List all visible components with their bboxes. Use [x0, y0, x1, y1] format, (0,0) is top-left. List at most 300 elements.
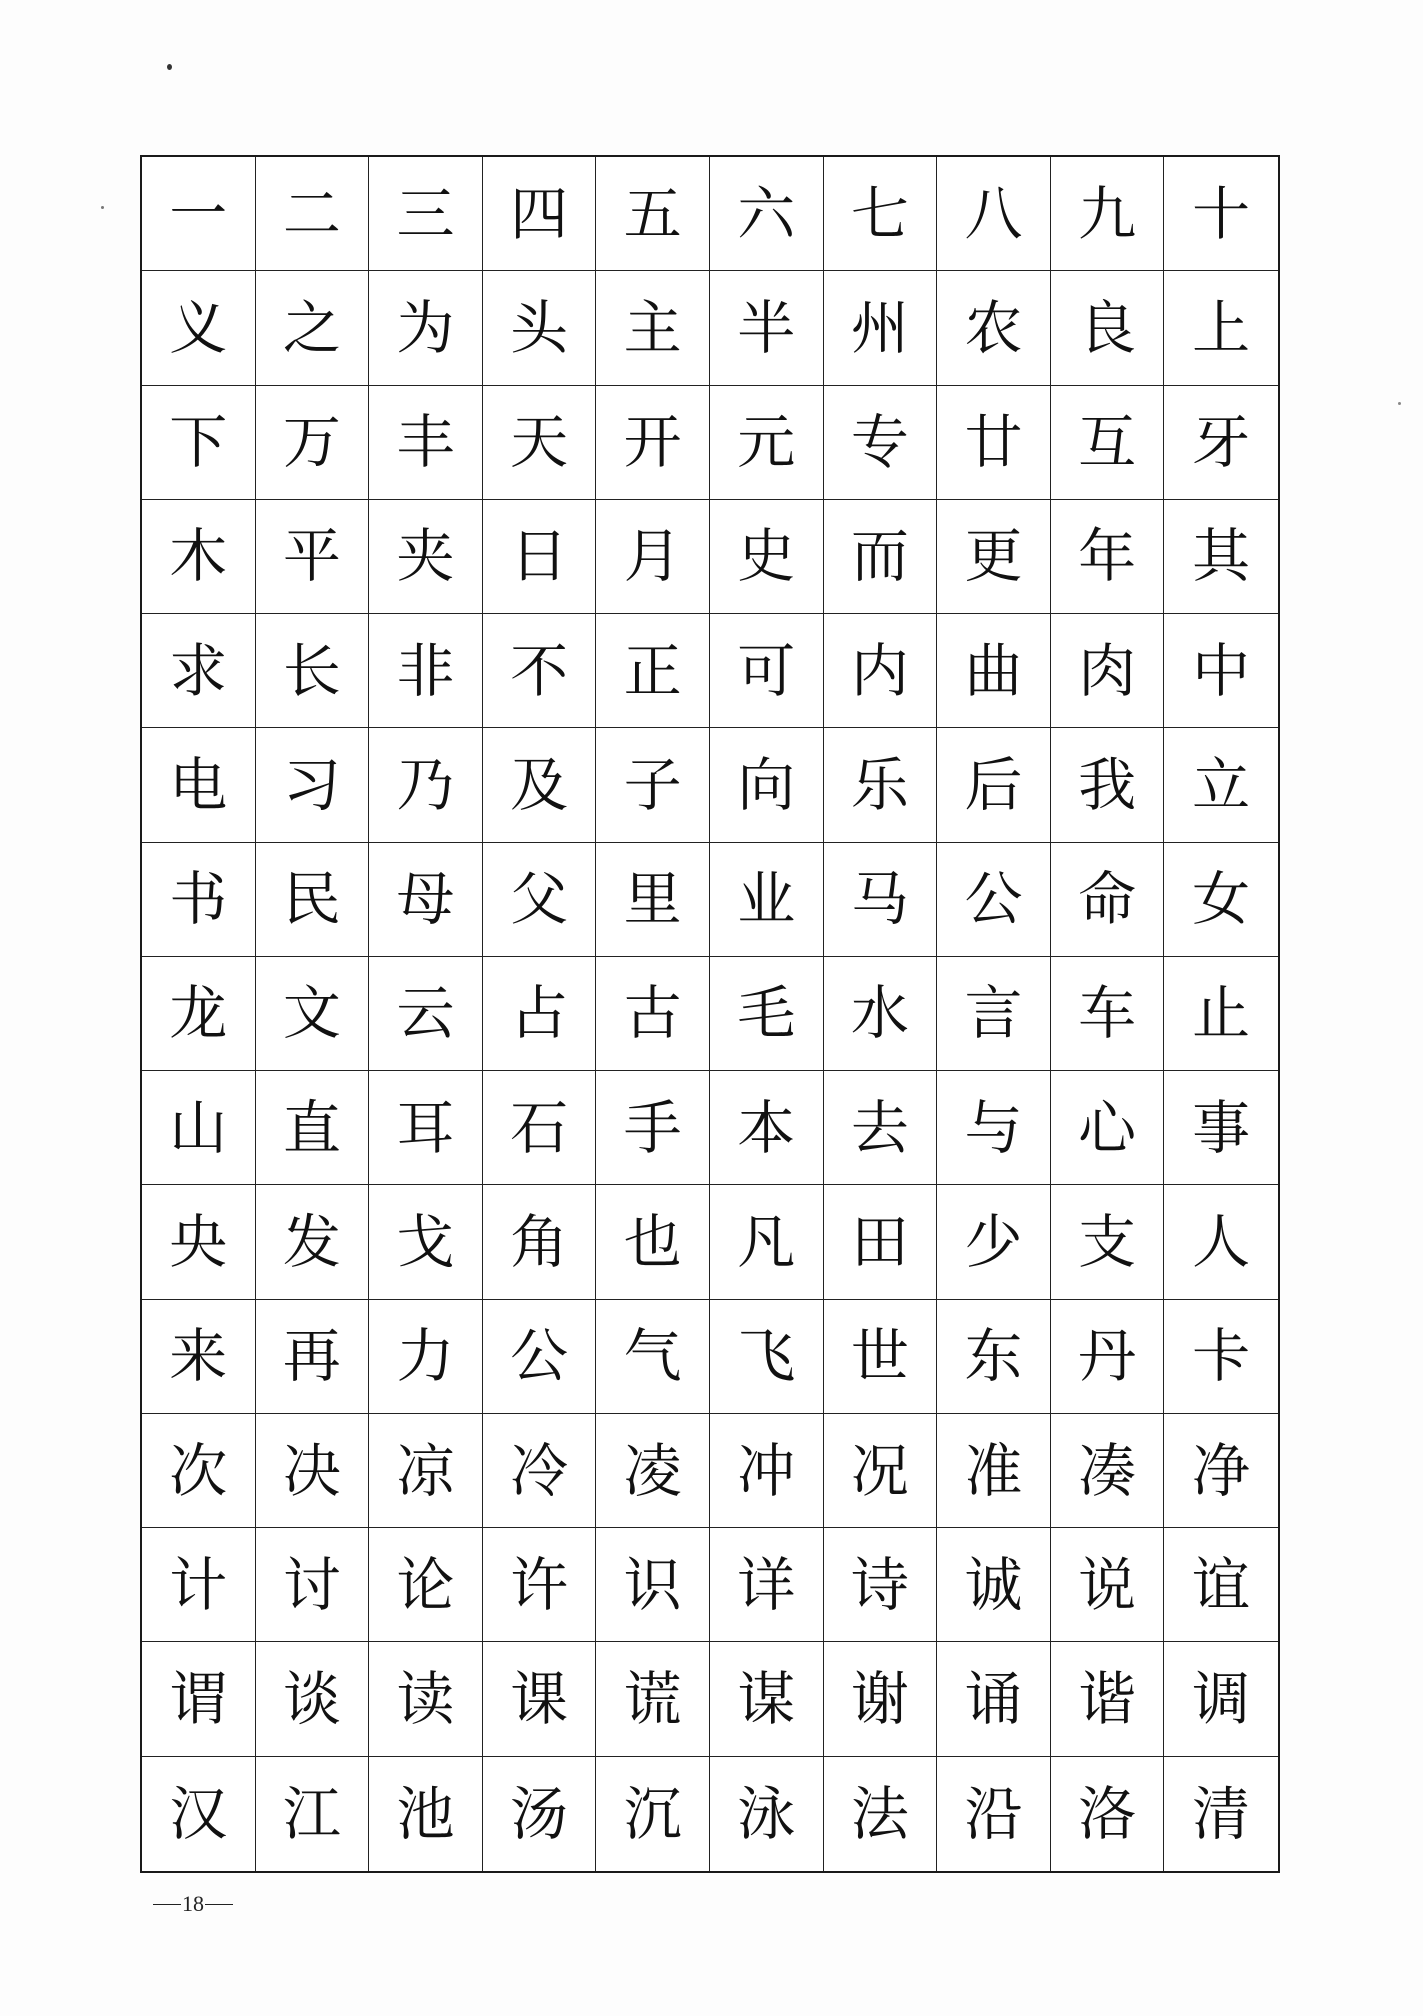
grid-cell: [1051, 1300, 1165, 1414]
character-glyph: 山: [169, 1093, 228, 1162]
grid-cell: [1051, 157, 1165, 271]
character-glyph: 牙: [1192, 408, 1251, 477]
scan-speck: [1398, 402, 1401, 405]
grid-cell: [369, 957, 483, 1071]
grid-cell: [1164, 728, 1278, 842]
character-glyph: 凑: [1078, 1436, 1137, 1505]
character-glyph: 古: [623, 979, 682, 1048]
character-glyph: 为: [396, 293, 455, 362]
character-glyph: 公: [510, 1322, 569, 1391]
character-glyph: 里: [623, 865, 682, 934]
grid-cell: [710, 728, 824, 842]
character-glyph: 上: [1192, 293, 1251, 362]
character-glyph: 日: [510, 522, 569, 591]
grid-cell: [369, 614, 483, 728]
grid-cell: [710, 1757, 824, 1871]
character-glyph: 力: [396, 1322, 455, 1391]
grid-cell: [710, 957, 824, 1071]
grid-cell: [483, 500, 597, 614]
character-glyph: 手: [623, 1093, 682, 1162]
character-glyph: 止: [1192, 979, 1251, 1048]
grid-cell: [142, 386, 256, 500]
character-glyph: 田: [850, 1208, 909, 1277]
grid-cell: [483, 271, 597, 385]
character-glyph: 谊: [1192, 1550, 1251, 1619]
grid-cell: [1164, 1642, 1278, 1756]
character-glyph: 公: [964, 865, 1023, 934]
grid-cell: [256, 843, 370, 957]
grid-cell: [596, 271, 710, 385]
grid-cell: [710, 500, 824, 614]
grid-cell: [937, 1071, 1051, 1185]
character-glyph: 读: [396, 1665, 455, 1734]
character-glyph: 沉: [623, 1779, 682, 1848]
character-glyph: 谓: [169, 1665, 228, 1734]
grid-cell: [596, 1757, 710, 1871]
grid-cell: [142, 1185, 256, 1299]
grid-cell: [937, 1642, 1051, 1756]
grid-cell: [710, 1414, 824, 1528]
grid-cell: [937, 1185, 1051, 1299]
grid-cell: [369, 1642, 483, 1756]
grid-cell: [1164, 271, 1278, 385]
character-glyph: 马: [850, 865, 909, 934]
character-glyph: 角: [510, 1208, 569, 1277]
grid-cell: [1164, 1185, 1278, 1299]
character-glyph: 汤: [510, 1779, 569, 1848]
character-glyph: 戈: [396, 1208, 455, 1277]
grid-cell: [369, 1185, 483, 1299]
grid-cell: [369, 1300, 483, 1414]
character-glyph: 气: [623, 1322, 682, 1391]
grid-cell: [1164, 1300, 1278, 1414]
grid-cell: [369, 1414, 483, 1528]
character-glyph: 泳: [737, 1779, 796, 1848]
grid-cell: [256, 1071, 370, 1185]
grid-cell: [937, 728, 1051, 842]
grid-cell: [710, 157, 824, 271]
grid-cell: [824, 1414, 938, 1528]
page-number-text: 18: [182, 1891, 204, 1916]
character-glyph: 史: [737, 522, 796, 591]
grid-cell: [483, 843, 597, 957]
scan-speck: [167, 64, 172, 70]
character-glyph: 专: [850, 408, 909, 477]
character-glyph: 诵: [964, 1665, 1023, 1734]
grid-cell: [596, 500, 710, 614]
character-glyph: 元: [737, 408, 796, 477]
grid-cell: [483, 157, 597, 271]
grid-cell: [256, 1414, 370, 1528]
character-grid: [140, 155, 1280, 1873]
character-glyph: 谋: [737, 1665, 796, 1734]
grid-cell: [596, 386, 710, 500]
character-glyph: 诗: [850, 1550, 909, 1619]
character-glyph: 水: [850, 979, 909, 1048]
character-glyph: 求: [169, 636, 228, 705]
character-glyph: 次: [169, 1436, 228, 1505]
character-glyph: 毛: [737, 979, 796, 1048]
grid-cell: [1051, 1185, 1165, 1299]
grid-cell: [142, 614, 256, 728]
scan-speck: [101, 206, 104, 209]
character-glyph: 年: [1078, 522, 1137, 591]
character-glyph: 决: [282, 1436, 341, 1505]
character-glyph: 洛: [1078, 1779, 1137, 1848]
grid-cell: [142, 1642, 256, 1756]
character-glyph: 及: [510, 750, 569, 819]
character-glyph: 之: [282, 293, 341, 362]
character-glyph: 不: [510, 636, 569, 705]
character-glyph: 而: [850, 522, 909, 591]
character-glyph: 乐: [850, 750, 909, 819]
grid-cell: [256, 1528, 370, 1642]
character-glyph: 电: [169, 750, 228, 819]
character-glyph: 立: [1192, 750, 1251, 819]
character-glyph: 少: [964, 1208, 1023, 1277]
grid-cell: [142, 500, 256, 614]
grid-cell: [256, 386, 370, 500]
character-glyph: 四: [510, 179, 569, 248]
character-glyph: 中: [1192, 636, 1251, 705]
grid-cell: [369, 157, 483, 271]
character-glyph: 谎: [623, 1665, 682, 1734]
grid-cell: [824, 1071, 938, 1185]
grid-cell: [1164, 614, 1278, 728]
grid-cell: [710, 1642, 824, 1756]
grid-cell: [1164, 1528, 1278, 1642]
grid-cell: [596, 1414, 710, 1528]
grid-cell: [937, 614, 1051, 728]
character-glyph: 东: [964, 1322, 1023, 1391]
grid-cell: [142, 1757, 256, 1871]
character-glyph: 人: [1192, 1208, 1251, 1277]
grid-cell: [824, 271, 938, 385]
character-glyph: 课: [510, 1665, 569, 1734]
grid-cell: [483, 614, 597, 728]
grid-cell: [1051, 1414, 1165, 1528]
grid-cell: [937, 957, 1051, 1071]
character-glyph: 调: [1192, 1665, 1251, 1734]
character-glyph: 论: [396, 1550, 455, 1619]
grid-cell: [596, 1528, 710, 1642]
character-glyph: 来: [169, 1322, 228, 1391]
character-glyph: 法: [850, 1779, 909, 1848]
character-glyph: 凉: [396, 1436, 455, 1505]
character-glyph: 冷: [510, 1436, 569, 1505]
grid-cell: [1164, 1414, 1278, 1528]
character-glyph: 书: [169, 865, 228, 934]
grid-cell: [824, 1642, 938, 1756]
grid-cell: [256, 157, 370, 271]
character-glyph: 夹: [396, 522, 455, 591]
grid-cell: [1164, 1071, 1278, 1185]
character-glyph: 三: [396, 179, 455, 248]
grid-cell: [142, 271, 256, 385]
grid-cell: [483, 1528, 597, 1642]
grid-cell: [256, 728, 370, 842]
character-glyph: 清: [1192, 1779, 1251, 1848]
character-glyph: 去: [850, 1093, 909, 1162]
character-glyph: 准: [964, 1436, 1023, 1505]
character-glyph: 子: [623, 750, 682, 819]
grid-cell: [710, 1528, 824, 1642]
grid-cell: [937, 157, 1051, 271]
character-glyph: 飞: [737, 1322, 796, 1391]
character-glyph: 下: [169, 408, 228, 477]
character-glyph: 也: [623, 1208, 682, 1277]
character-glyph: 直: [282, 1093, 341, 1162]
character-glyph: 非: [396, 636, 455, 705]
grid-cell: [369, 500, 483, 614]
character-glyph: 车: [1078, 979, 1137, 1048]
character-glyph: 卡: [1192, 1322, 1251, 1391]
page-number: [152, 1891, 234, 1917]
character-glyph: 许: [510, 1550, 569, 1619]
character-glyph: 说: [1078, 1550, 1137, 1619]
character-glyph: 占: [510, 979, 569, 1048]
grid-cell: [596, 728, 710, 842]
character-glyph: 内: [850, 636, 909, 705]
grid-cell: [483, 1071, 597, 1185]
grid-cell: [483, 1185, 597, 1299]
character-glyph: 石: [510, 1093, 569, 1162]
character-glyph: 汉: [169, 1779, 228, 1848]
grid-cell: [483, 1757, 597, 1871]
character-glyph: 央: [169, 1208, 228, 1277]
grid-cell: [1164, 386, 1278, 500]
character-glyph: 诚: [964, 1550, 1023, 1619]
character-glyph: 凡: [737, 1208, 796, 1277]
character-glyph: 与: [964, 1093, 1023, 1162]
grid-cell: [142, 1071, 256, 1185]
character-glyph: 月: [623, 522, 682, 591]
character-glyph: 识: [623, 1550, 682, 1619]
grid-cell: [824, 157, 938, 271]
character-glyph: 谢: [850, 1665, 909, 1734]
character-glyph: 八: [964, 179, 1023, 248]
grid-cell: [596, 1642, 710, 1756]
character-glyph: 主: [623, 293, 682, 362]
grid-cell: [369, 843, 483, 957]
grid-cell: [824, 957, 938, 1071]
character-glyph: 互: [1078, 408, 1137, 477]
grid-cell: [483, 1300, 597, 1414]
character-glyph: 半: [737, 293, 796, 362]
character-glyph: 丹: [1078, 1322, 1137, 1391]
grid-cell: [596, 957, 710, 1071]
grid-cell: [256, 1300, 370, 1414]
character-glyph: 事: [1192, 1093, 1251, 1162]
character-glyph: 况: [850, 1436, 909, 1505]
grid-cell: [710, 1185, 824, 1299]
grid-cell: [824, 1757, 938, 1871]
grid-cell: [710, 271, 824, 385]
character-glyph: 良: [1078, 293, 1137, 362]
character-glyph: 云: [396, 979, 455, 1048]
character-glyph: 州: [850, 293, 909, 362]
character-glyph: 七: [850, 179, 909, 248]
character-glyph: 池: [396, 1779, 455, 1848]
character-glyph: 正: [623, 636, 682, 705]
character-glyph: 民: [282, 865, 341, 934]
grid-cell: [824, 1300, 938, 1414]
character-glyph: 发: [282, 1208, 341, 1277]
grid-cell: [596, 1071, 710, 1185]
grid-cell: [483, 1414, 597, 1528]
grid-cell: [937, 500, 1051, 614]
grid-cell: [256, 1185, 370, 1299]
grid-cell: [1051, 957, 1165, 1071]
grid-cell: [824, 614, 938, 728]
grid-cell: [937, 386, 1051, 500]
grid-cell: [369, 271, 483, 385]
grid-cell: [937, 271, 1051, 385]
grid-cell: [937, 1414, 1051, 1528]
character-glyph: 我: [1078, 750, 1137, 819]
dash-left: [153, 1904, 181, 1905]
grid-cell: [1051, 843, 1165, 957]
character-glyph: 耳: [396, 1093, 455, 1162]
character-glyph: 义: [169, 293, 228, 362]
character-glyph: 六: [737, 179, 796, 248]
character-glyph: 讨: [282, 1550, 341, 1619]
character-glyph: 江: [282, 1779, 341, 1848]
grid-cell: [1164, 157, 1278, 271]
character-glyph: 详: [737, 1550, 796, 1619]
character-glyph: 习: [282, 750, 341, 819]
character-glyph: 五: [623, 179, 682, 248]
character-glyph: 女: [1192, 865, 1251, 934]
grid-cell: [710, 386, 824, 500]
grid-cell: [1051, 271, 1165, 385]
grid-cell: [369, 1528, 483, 1642]
character-glyph: 长: [282, 636, 341, 705]
grid-cell: [256, 1642, 370, 1756]
character-glyph: 父: [510, 865, 569, 934]
grid-cell: [710, 614, 824, 728]
grid-cell: [596, 843, 710, 957]
grid-cell: [142, 1414, 256, 1528]
character-glyph: 冲: [737, 1436, 796, 1505]
grid-cell: [483, 386, 597, 500]
grid-cell: [937, 1528, 1051, 1642]
grid-cell: [369, 1757, 483, 1871]
grid-cell: [596, 157, 710, 271]
grid-cell: [824, 728, 938, 842]
grid-cell: [369, 1071, 483, 1185]
character-glyph: 更: [964, 522, 1023, 591]
grid-cell: [596, 1300, 710, 1414]
grid-cell: [142, 957, 256, 1071]
character-glyph: 凌: [623, 1436, 682, 1505]
character-glyph: 言: [964, 979, 1023, 1048]
grid-cell: [142, 157, 256, 271]
grid-cell: [369, 728, 483, 842]
grid-cell: [824, 500, 938, 614]
grid-cell: [142, 728, 256, 842]
character-glyph: 农: [964, 293, 1023, 362]
grid-cell: [710, 1071, 824, 1185]
character-glyph: 乃: [396, 750, 455, 819]
grid-cell: [1164, 500, 1278, 614]
character-glyph: 谈: [282, 1665, 341, 1734]
grid-cell: [1164, 843, 1278, 957]
character-glyph: 谐: [1078, 1665, 1137, 1734]
grid-cell: [1051, 1642, 1165, 1756]
grid-cell: [483, 728, 597, 842]
grid-cell: [596, 1185, 710, 1299]
character-glyph: 向: [737, 750, 796, 819]
grid-cell: [483, 957, 597, 1071]
character-glyph: 计: [169, 1550, 228, 1619]
grid-cell: [1164, 1757, 1278, 1871]
character-glyph: 命: [1078, 865, 1137, 934]
grid-cell: [369, 386, 483, 500]
character-glyph: 开: [623, 408, 682, 477]
grid-cell: [256, 271, 370, 385]
character-glyph: 天: [510, 408, 569, 477]
character-glyph: 其: [1192, 522, 1251, 591]
grid-cell: [142, 1528, 256, 1642]
character-glyph: 支: [1078, 1208, 1137, 1277]
character-glyph: 丰: [396, 408, 455, 477]
character-glyph: 心: [1078, 1093, 1137, 1162]
grid-cell: [1051, 1528, 1165, 1642]
character-glyph: 业: [737, 865, 796, 934]
character-glyph: 净: [1192, 1436, 1251, 1505]
grid-cell: [710, 843, 824, 957]
grid-cell: [1051, 728, 1165, 842]
grid-cell: [824, 1185, 938, 1299]
character-glyph: 后: [964, 750, 1023, 819]
character-glyph: 头: [510, 293, 569, 362]
character-glyph: 一: [169, 179, 228, 248]
character-glyph: 廿: [964, 408, 1023, 477]
grid-cell: [937, 1300, 1051, 1414]
grid-cell: [824, 843, 938, 957]
character-glyph: 本: [737, 1093, 796, 1162]
character-glyph: 沿: [964, 1779, 1023, 1848]
grid-cell: [256, 957, 370, 1071]
grid-cell: [937, 1757, 1051, 1871]
grid-cell: [937, 843, 1051, 957]
character-glyph: 母: [396, 865, 455, 934]
character-glyph: 可: [737, 636, 796, 705]
character-glyph: 世: [850, 1322, 909, 1391]
grid-cell: [1164, 957, 1278, 1071]
grid-cell: [483, 1642, 597, 1756]
character-glyph: 平: [282, 522, 341, 591]
grid-cell: [1051, 1757, 1165, 1871]
grid-cell: [824, 1528, 938, 1642]
grid-cell: [256, 500, 370, 614]
character-glyph: 万: [282, 408, 341, 477]
grid-cell: [142, 1300, 256, 1414]
grid-cell: [1051, 1071, 1165, 1185]
character-glyph: 曲: [964, 636, 1023, 705]
grid-cell: [1051, 386, 1165, 500]
character-glyph: 再: [282, 1322, 341, 1391]
dash-right: [205, 1904, 233, 1905]
character-glyph: 肉: [1078, 636, 1137, 705]
grid-cell: [710, 1300, 824, 1414]
character-glyph: 二: [282, 179, 341, 248]
grid-cell: [142, 843, 256, 957]
grid-cell: [596, 614, 710, 728]
grid-cell: [1051, 614, 1165, 728]
character-glyph: 木: [169, 522, 228, 591]
